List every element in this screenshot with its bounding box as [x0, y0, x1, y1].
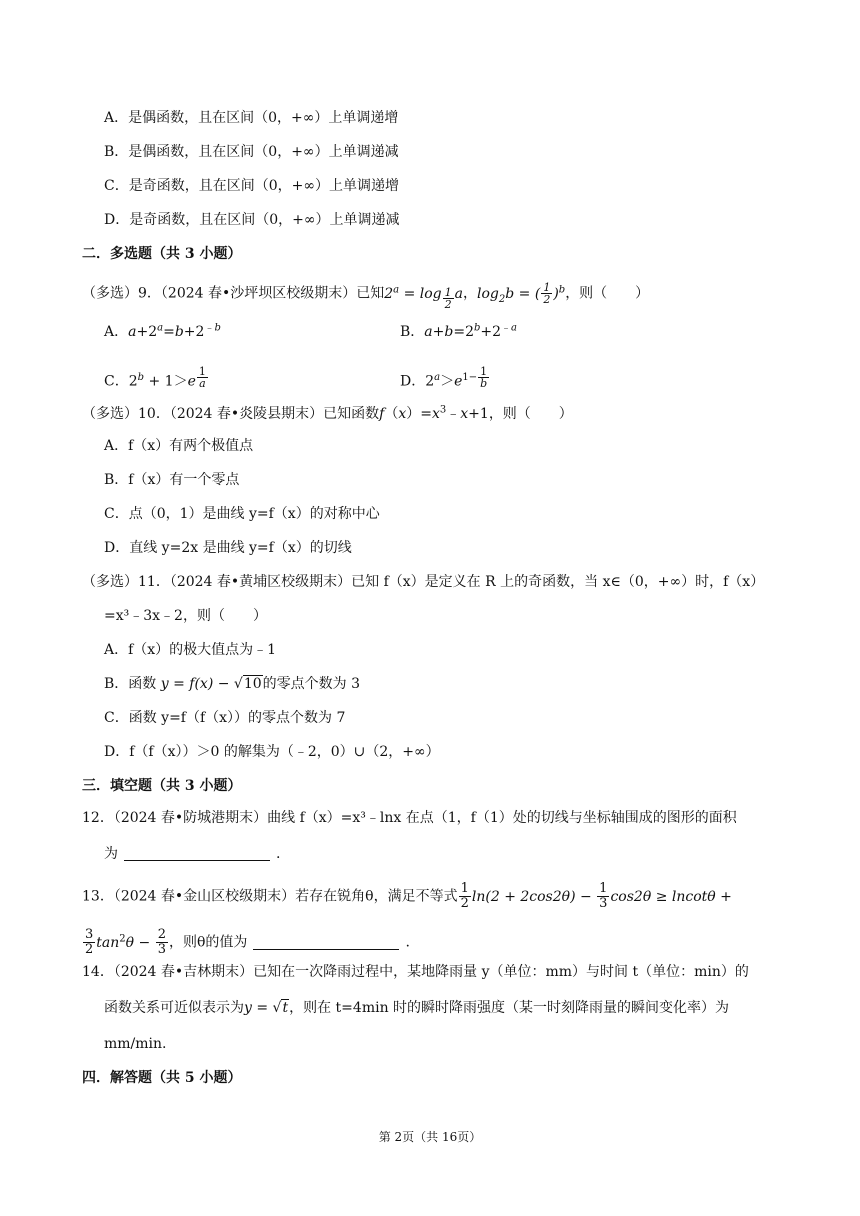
q10-option-a: A．f（x）有两个极值点 — [104, 438, 254, 454]
q8-option-c: C．是奇函数，且在区间（0，+∞）上单调递增 — [104, 178, 400, 194]
section-title-solutions: 四．解答题（共 5 小题） — [82, 1070, 242, 1086]
question-12-line1: 12．（2024 春•防城港期末）曲线 f（x）=x³﹣lnx 在点（1，f（1）处的切线与坐标轴围成的图形的面积 — [82, 810, 737, 826]
question-10-stem: （多选）10．（2024 春•炎陵县期末）已知函数$f(x)=x^3﹣x+1$，则（ ） — [82, 404, 573, 422]
q11-option-d: D．f（f（x））＞0 的解集为（﹣2，0）∪（2，+∞） — [104, 744, 440, 760]
answer-blank — [124, 846, 270, 861]
question-14-line3: mm/min. — [104, 1036, 167, 1052]
answer-blank — [253, 935, 399, 950]
q10-option-b: B．f（x）有一个零点 — [104, 472, 240, 488]
section-title-fill-in: 三．填空题（共 3 小题） — [82, 778, 242, 794]
q9-option-c: C．$2^b + 1>e$ $^{\frac{1}{a}}$ — [104, 365, 206, 390]
q8-option-d: D．是奇函数，且在区间（0，+∞）上单调递减 — [104, 212, 400, 228]
question-13-line1: 13．（2024 春•金山区校级期末）若存在锐角θ，满足不等式 $\frac{1}{2}$ ln(2 + 2cos2θ) − $\frac{1}{3}$ cos2θ ≥ lncotθ + — [82, 881, 732, 911]
q10-option-d: D．直线 y=2x 是曲线 y=f（x）的切线 — [104, 540, 352, 556]
q11-option-a: A．f（x）的极大值点为﹣1 — [104, 642, 277, 658]
question-11-stem-line2: =x³﹣3x﹣2，则（ ） — [104, 608, 267, 624]
question-14-line1: 14．（2024 春•吉林期末）已知在一次降雨过程中，某地降雨量 y（单位：mm）与时间 t（单位：min）的 — [82, 964, 749, 980]
question-11-stem-line1: （多选）11．（2024 春•黄埔区校级期末）已知 f（x）是定义在 R 上的奇函数，当 x∈（0，+∞）时，f（x） — [82, 574, 765, 590]
q11-option-c: C．函数 y=f（f（x））的零点个数为 7 — [104, 710, 346, 726]
q10-option-c: C．点（0，1）是曲线 y=f（x）的对称中心 — [104, 506, 380, 522]
page-footer: 第 2页（共 16页） — [378, 1130, 482, 1144]
q9-option-b: B．$a+b=2^b+2^{﹣a}$ — [400, 322, 518, 340]
question-9-stem: （多选）9．（2024 春•沙坪坝区校级期末）已知$2^a = \log$ $_{\frac{1}{2}}$ a，$\log_2b$ = ( $\frac{1}{2}$ )$^b$，则（ ） — [82, 281, 650, 312]
section-title-multiple-choice: 二．多选题（共 3 小题） — [82, 246, 242, 262]
q8-option-b: B．是偶函数，且在区间（0，+∞）上单调递减 — [104, 144, 399, 160]
q9-option-d: D．$2^a>e^{1- \frac{1}{b}}$ — [400, 365, 488, 390]
q8-option-a: A．是偶函数，且在区间（0，+∞）上单调递增 — [104, 110, 399, 126]
question-12-line2: 为 . — [104, 846, 281, 862]
question-14-line2: 函数关系可近似表示为y = √t，则在 t=4min 时的瞬时降雨强度（某一时刻降雨量的瞬间变化率）为 — [104, 1000, 730, 1016]
q11-option-b: B．函数 y = f(x) − √10的零点个数为 3 — [104, 676, 361, 692]
q9-option-a: A．$a+2^a=b+2^{﹣b}$ — [104, 322, 221, 340]
question-13-line2: $\frac{3}{2}$ $\tan^2\theta$ − $\frac{2}{3}$ ，则θ的值为 . — [85, 927, 410, 957]
